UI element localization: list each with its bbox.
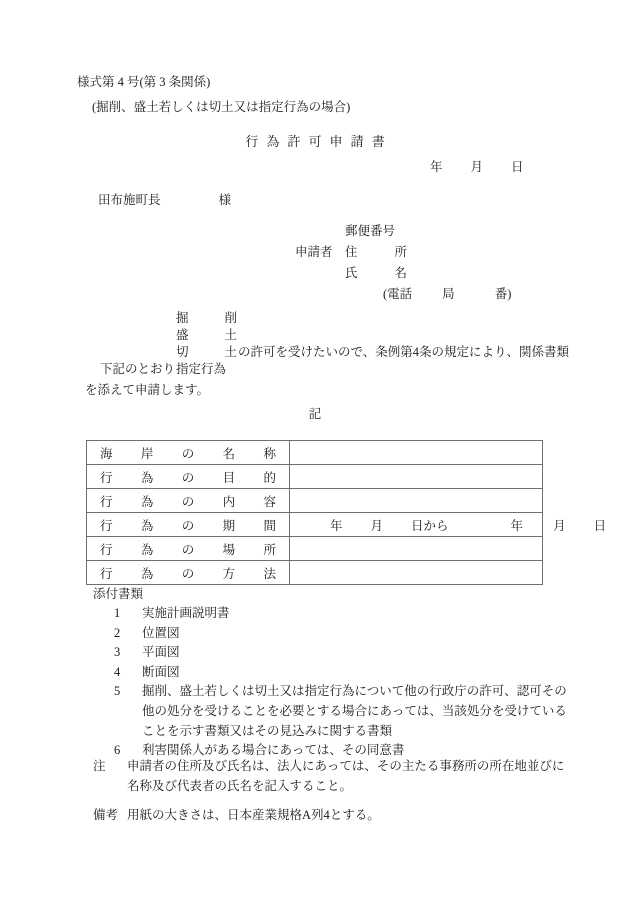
attachments-list bbox=[93, 604, 571, 761]
row-label: 行為の目的 bbox=[100, 470, 276, 485]
name-label: 氏名 bbox=[345, 266, 407, 280]
row-label: 海岸の名称 bbox=[100, 446, 276, 461]
row-label-cell bbox=[87, 489, 290, 513]
row-value-cell[interactable] bbox=[290, 561, 543, 585]
period-start-day: 日から bbox=[411, 518, 449, 533]
ki-marker: 記 bbox=[308, 407, 322, 421]
period-end-day: 日 bbox=[593, 518, 607, 533]
postal-code-label: 郵便番号 bbox=[345, 224, 396, 238]
statement-tail: の許可を受けたいので、条例第4条の規定により、関係書類 bbox=[238, 345, 570, 359]
row-label-cell bbox=[87, 537, 290, 561]
row-value-cell-period[interactable] bbox=[290, 513, 607, 537]
row-label-cell bbox=[87, 561, 290, 585]
note-label: 備考 bbox=[93, 808, 119, 823]
row-label-cell bbox=[87, 465, 290, 489]
row-value-cell[interactable] bbox=[290, 537, 543, 561]
item-number: 6 bbox=[114, 743, 121, 758]
period-start-year: 年 bbox=[330, 518, 343, 533]
row-label: 行為の内容 bbox=[100, 494, 276, 509]
row-label-cell bbox=[87, 513, 290, 537]
address-label: 住所 bbox=[345, 245, 407, 259]
list-item bbox=[114, 663, 571, 683]
table-row bbox=[87, 465, 543, 489]
row-value-cell[interactable] bbox=[290, 465, 543, 489]
date-day: 日 bbox=[511, 160, 524, 174]
date-year: 年 bbox=[430, 160, 443, 174]
item-number: 1 bbox=[114, 606, 121, 620]
item-text: 平面図 bbox=[142, 645, 180, 660]
row-label: 行為の期間 bbox=[100, 518, 276, 533]
note-label: 注 bbox=[93, 759, 106, 773]
row-label: 行為の方法 bbox=[100, 566, 276, 581]
applicant-postal-row bbox=[295, 221, 511, 242]
date-month: 月 bbox=[470, 160, 484, 174]
document-title: 行為許可申請書 bbox=[245, 134, 393, 149]
application-statement bbox=[77, 310, 570, 398]
table-row bbox=[87, 441, 543, 465]
note-chu bbox=[93, 757, 575, 796]
table-row bbox=[87, 489, 543, 513]
phone-open-label: (電話 bbox=[383, 287, 413, 301]
list-item bbox=[114, 624, 571, 644]
applicant-label: 申請者 bbox=[295, 245, 333, 259]
table-row bbox=[87, 537, 543, 561]
list-item bbox=[114, 682, 571, 741]
item-text: 位置図 bbox=[142, 625, 180, 640]
period-start-month: 月 bbox=[370, 518, 384, 533]
attachments-section bbox=[93, 584, 571, 761]
item-text: 断面図 bbox=[142, 664, 180, 679]
phone-number-label: 番) bbox=[494, 287, 512, 301]
attachments-title: 添付書類 bbox=[93, 587, 144, 601]
applicant-block bbox=[295, 221, 511, 305]
row-value-cell[interactable] bbox=[290, 489, 543, 513]
row-label: 行為の場所 bbox=[100, 542, 276, 557]
item-number: 3 bbox=[114, 645, 121, 660]
period-fields bbox=[304, 519, 606, 533]
applicant-name-row bbox=[295, 263, 511, 284]
choice-item: 切土 bbox=[176, 345, 238, 359]
row-value-cell[interactable] bbox=[290, 441, 543, 465]
applicant-address-row bbox=[295, 242, 511, 263]
item-text: 実施計画説明書 bbox=[142, 606, 230, 620]
permit-choice-list bbox=[176, 310, 237, 378]
item-text: 掘削、盛土若しくは切土又は指定行為について他の行政庁の許可、認可その他の処分を受けることを必要とする場合にあっては、当該処分を受けていることを示す書類又はその見込みに関する書類 bbox=[142, 684, 567, 738]
item-number: 4 bbox=[114, 664, 121, 679]
list-item bbox=[114, 604, 571, 624]
note-bikou bbox=[93, 806, 575, 826]
choice-item: 掘削 bbox=[176, 311, 238, 325]
addressee-name: 田布施町長 bbox=[98, 193, 161, 207]
period-end-month: 月 bbox=[553, 518, 566, 533]
list-item bbox=[114, 643, 571, 663]
choice-item: 盛土 bbox=[176, 328, 238, 342]
addressee-honorific: 様 bbox=[218, 193, 232, 207]
row-label-cell bbox=[87, 441, 290, 465]
form-number: 様式第 4 号(第 3 条関係) bbox=[77, 75, 211, 89]
item-number: 2 bbox=[114, 625, 121, 640]
form-subtitle: (掘削、盛土若しくは切土又は指定行為の場合) bbox=[92, 100, 351, 114]
item-text: 利害関係人がある場合にあっては、その同意書 bbox=[142, 743, 405, 758]
table-row-period bbox=[87, 513, 543, 537]
addressee bbox=[98, 190, 231, 208]
phone-exchange-label: 局 bbox=[442, 287, 455, 301]
item-number: 5 bbox=[114, 684, 121, 699]
statement-line2: を添えて申請します。 bbox=[85, 383, 210, 397]
notes-section bbox=[93, 757, 575, 836]
note-text: 申請者の住所及び氏名は、法人にあっては、その主たる事務所の所在地並びに名称及び代表者の氏名を記入すること。 bbox=[127, 759, 565, 793]
choice-item: 指定行為 bbox=[176, 362, 227, 376]
application-details-table bbox=[86, 440, 607, 585]
note-text: 用紙の大きさは、日本産業規格A列4とする。 bbox=[127, 808, 380, 823]
table-row bbox=[87, 561, 543, 585]
period-end-year: 年 bbox=[510, 518, 524, 533]
date-line bbox=[430, 157, 524, 175]
applicant-phone-row bbox=[295, 284, 511, 305]
statement-lead: 下記のとおり bbox=[100, 362, 176, 376]
